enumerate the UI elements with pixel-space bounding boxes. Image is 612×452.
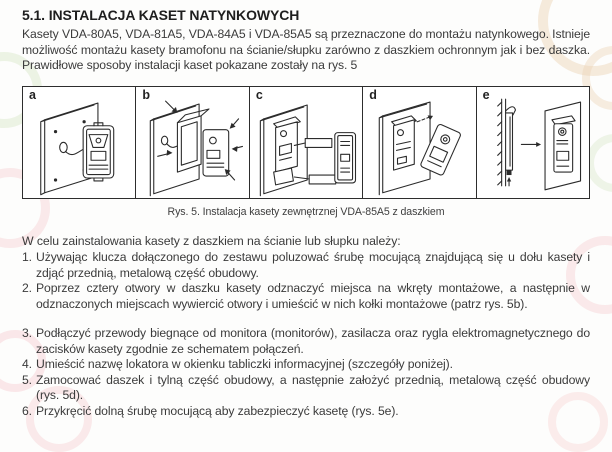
nameplate-insert-illustration — [250, 87, 362, 198]
list-item-text: Używając klucza dołączonego do zestawu poluzować śrubę mocującą znajdującą się u dołu kasety i zdjąć przednią, metalową część obudowy. — [36, 250, 590, 280]
list-item-text: Umieścić nazwę lokatora w okienku tabliczki informacyjnej (szczegóły poniżej). — [36, 357, 453, 371]
hood-screws-mounting-illustration — [136, 87, 248, 198]
figure-caption: Rys. 5. Instalacja kasety zewnętrznej VDA-85A5 z daszkiem — [167, 205, 445, 218]
list-item — [22, 281, 590, 312]
list-item — [22, 357, 590, 373]
side-view-final-mount-illustration — [477, 87, 589, 198]
list-item-number: 4. — [22, 357, 32, 371]
list-item-text: Poprzez cztery otwory w daszku kasety odznaczyć miejsca na wkręty montażowe, a następnie w odznaczonych miejscach wywiercić otwory i umieścić w nich kołki montażowe (patrz rys. 5b). — [36, 281, 590, 311]
list-item-number: 2. — [22, 281, 32, 295]
installation-figure — [22, 86, 590, 199]
figure-panel-b — [136, 87, 249, 198]
list-item-number: 5. — [22, 372, 32, 387]
list-item-text: Przykręcić dolną śrubę mocującą aby zabezpieczyć kasetę (rys. 5e). — [36, 403, 399, 418]
panel-label-c: c — [255, 87, 263, 102]
panel-label-b: b — [142, 87, 151, 102]
panel-label-a: a — [29, 87, 36, 102]
section-title: 5.1. INSTALACJA KASET NATYNKOWYCH — [22, 7, 300, 23]
figure-panel-d — [363, 87, 476, 198]
intro-paragraph: Kasety VDA-80A5, VDA-81A5, VDA-84A5 i VDA-85A5 są przeznaczone do montażu natynkowego. Istnieje możliwość montażu kasety bramofonu na ścianie/słupku zarówno z daszkiem ochronnym jak i bez daszka. Prawidłowe sposoby instalacji kaset pokazane zostały na rys. 5 — [22, 27, 590, 72]
installation-steps-list — [22, 250, 590, 419]
steps-intro: W celu zainstalowania kasety z daszkiem na ścianie lub słupku należy: — [22, 233, 401, 248]
list-item — [22, 326, 590, 357]
list-item — [22, 373, 590, 404]
panel-label-d: d — [369, 87, 377, 102]
figure-panel-e — [477, 87, 589, 198]
list-item-number: 6. — [22, 403, 32, 418]
list-item-text: Podłączyć przewody biegnące od monitora (monitorów), zasilacza oraz rygla elektromagnetycznego do zacisków kasety zgodnie ze schematem połączeń. — [36, 326, 590, 356]
figure-panel-a — [23, 87, 136, 198]
list-item-number: 3. — [22, 326, 32, 340]
list-item-number: 1. — [22, 250, 32, 264]
wall-cable-backbox-illustration — [23, 87, 135, 198]
figure-panel-c — [250, 87, 363, 198]
panel-label-e: e — [482, 87, 490, 102]
list-item — [22, 404, 590, 420]
list-item — [22, 250, 590, 281]
list-item-text: Zamocować daszek i tylną część obudowy, a następnie założyć przednią, metalową część obudowy (rys. 5d). — [36, 372, 590, 402]
front-panel-attach-illustration — [363, 87, 475, 198]
